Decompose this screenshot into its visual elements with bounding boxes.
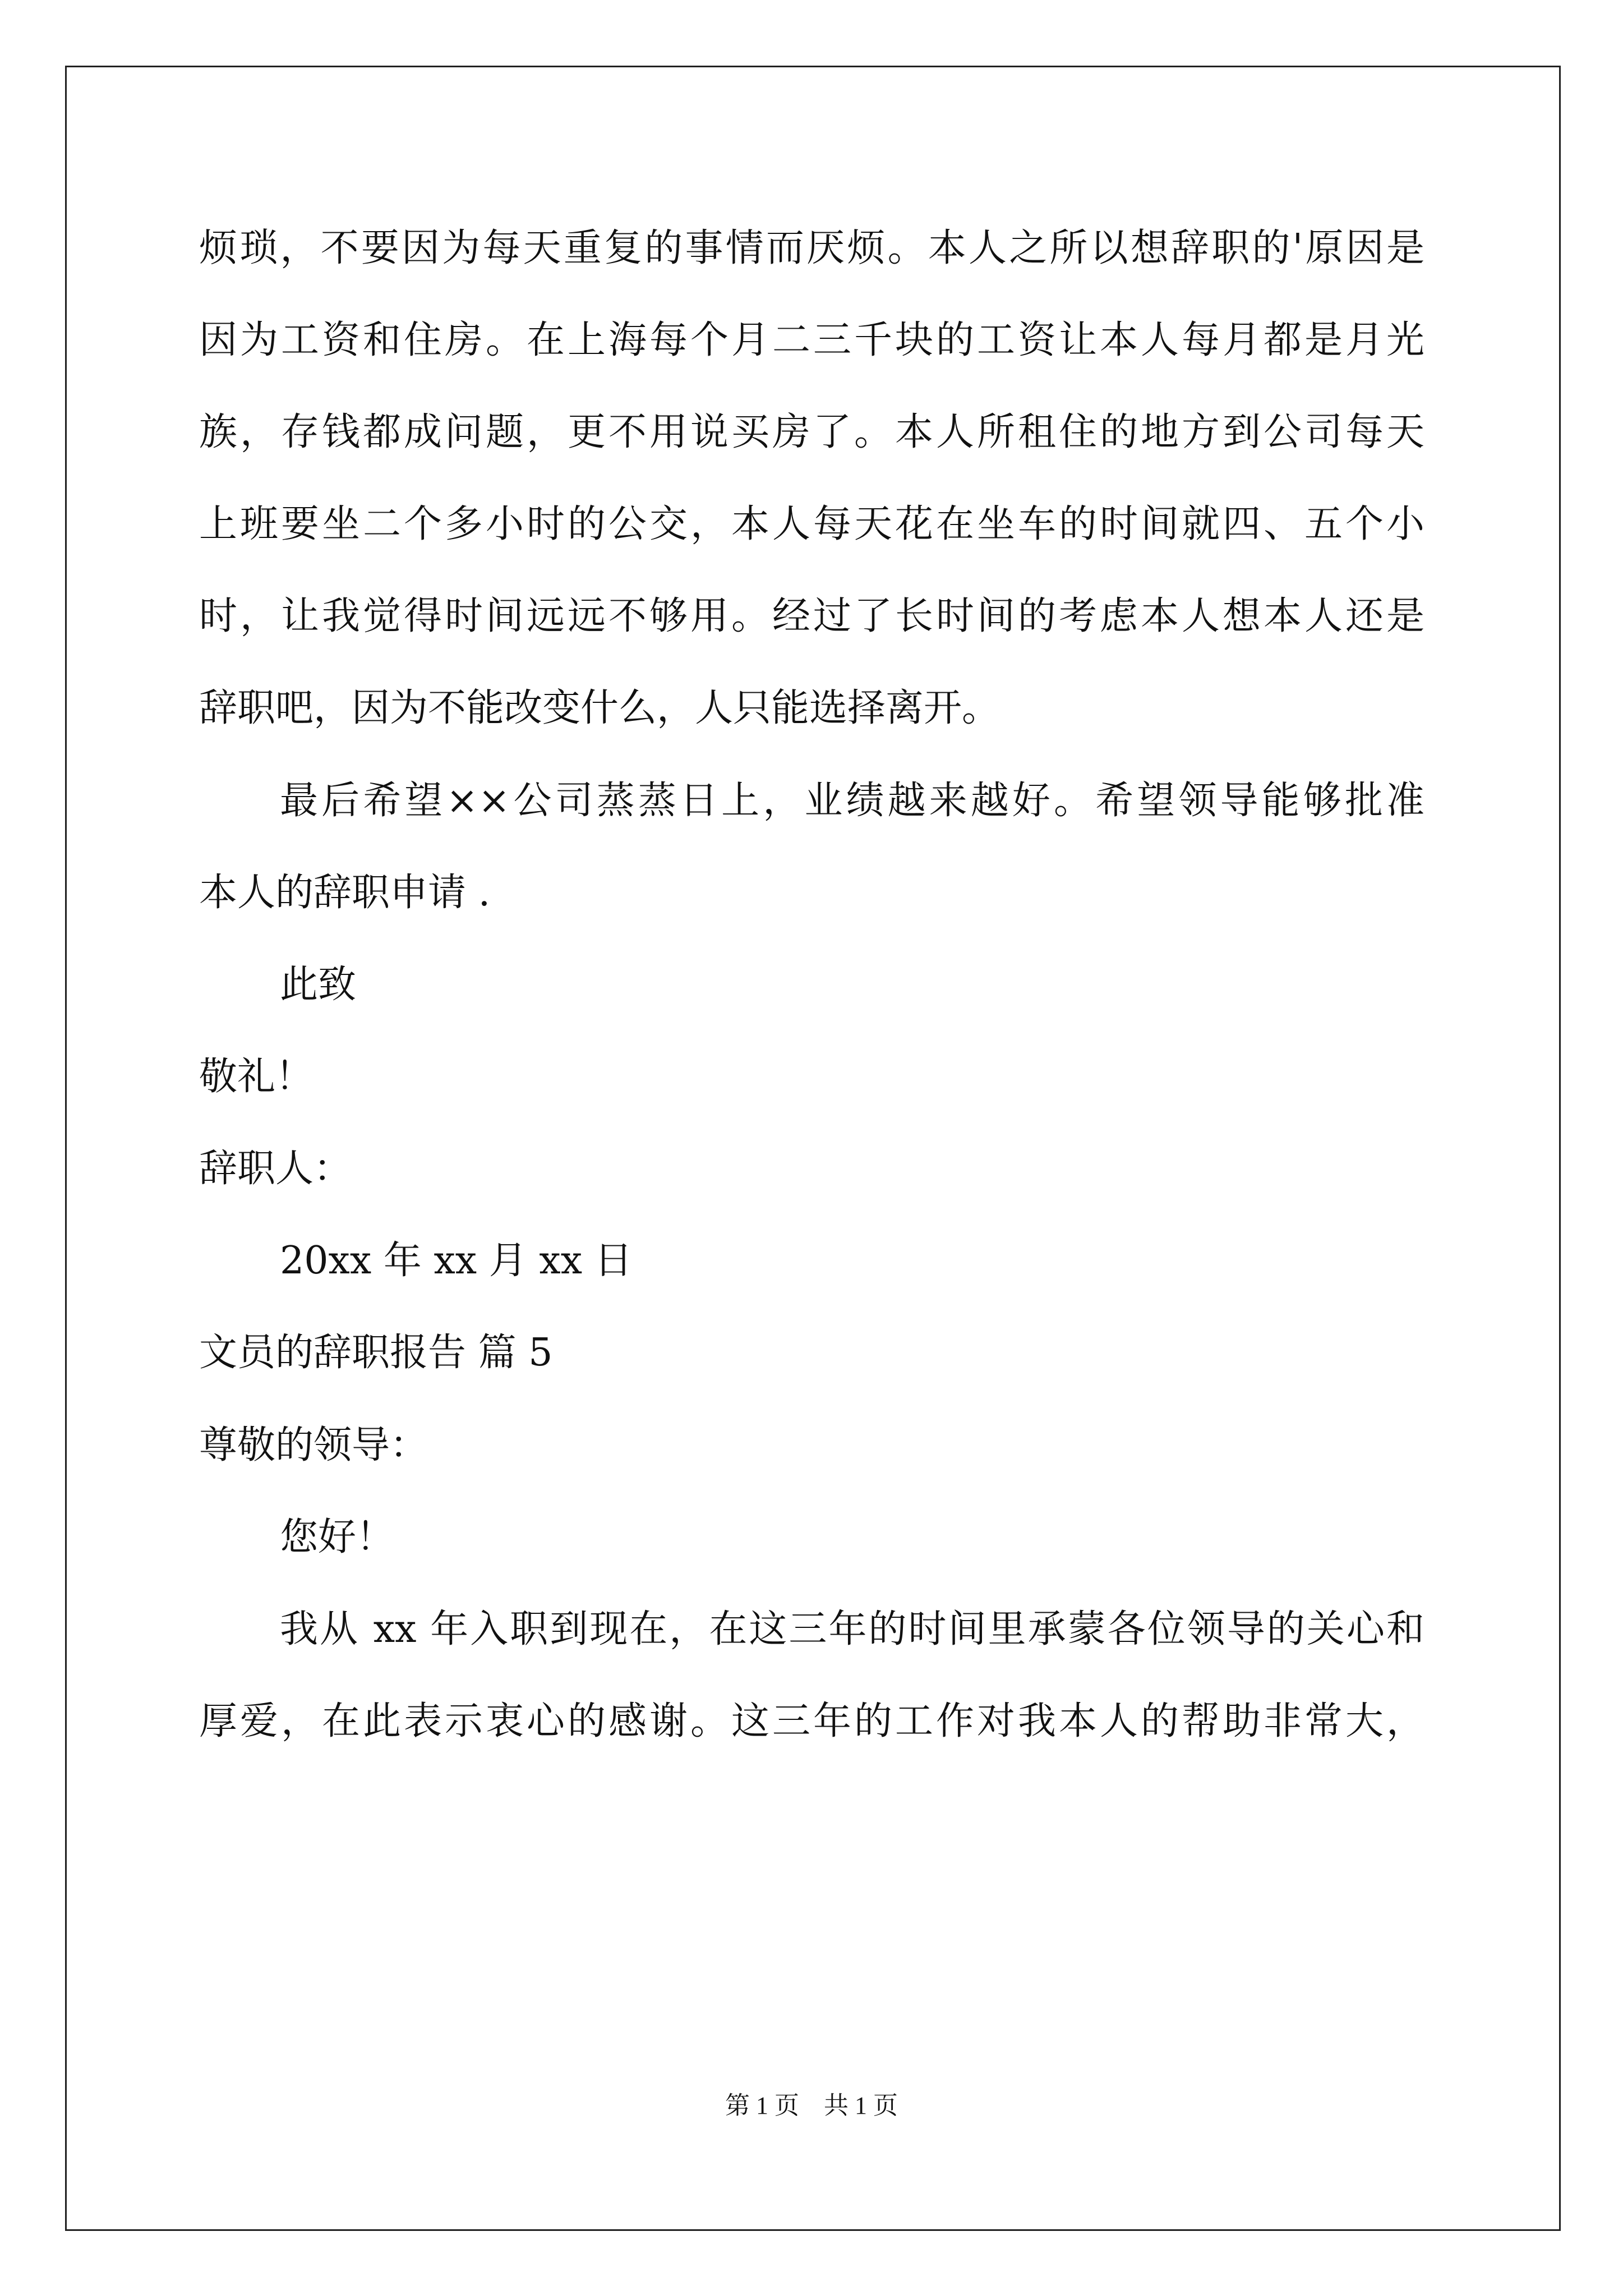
body-text-line: 上班要坐二个多小时的公交，本人每天花在坐车的时间就四、五个小 <box>199 502 1424 546</box>
body-text-line: 烦琐，不要因为每天重复的事情而厌烦。本人之所以想辞职的'原因是 <box>199 226 1424 270</box>
date-line: 20xx 年 xx 月 xx 日 <box>280 1239 633 1283</box>
salutation: 尊敬的领导： <box>199 1423 428 1467</box>
body-text-line: 族，存钱都成问题，更不用说买房了。本人所租住的地方到公司每天 <box>199 410 1424 454</box>
body-text-line: 厚爱，在此表示衷心的感谢。这三年的工作对我本人的帮助非常大， <box>199 1699 1424 1743</box>
body-text-line: 最后希望××公司蒸蒸日上，业绩越来越好。希望领导能够批准 <box>280 779 1424 823</box>
body-text-line: 时，让我觉得时间远远不够用。经过了长时间的考虑本人想本人还是 <box>199 594 1424 638</box>
greeting: 您好！ <box>280 1515 395 1559</box>
closing-salutation: 此致 <box>280 963 357 1007</box>
closing-regards: 敬礼！ <box>199 1055 314 1099</box>
resigner-label: 辞职人： <box>199 1147 352 1191</box>
body-text-line: 辞职吧，因为不能改变什么，人只能选择离开。 <box>199 686 1000 730</box>
page-number-footer: 第 1 页 共 1 页 <box>725 2092 898 2119</box>
body-text-line: 我从 xx 年入职到现在，在这三年的时间里承蒙各位领导的关心和 <box>280 1607 1424 1651</box>
body-text-line: 因为工资和住房。在上海每个月二三千块的工资让本人每月都是月光 <box>199 318 1424 362</box>
section-heading: 文员的辞职报告 篇 5 <box>199 1331 553 1375</box>
body-text-line: 本人的辞职申请 . <box>199 871 491 915</box>
